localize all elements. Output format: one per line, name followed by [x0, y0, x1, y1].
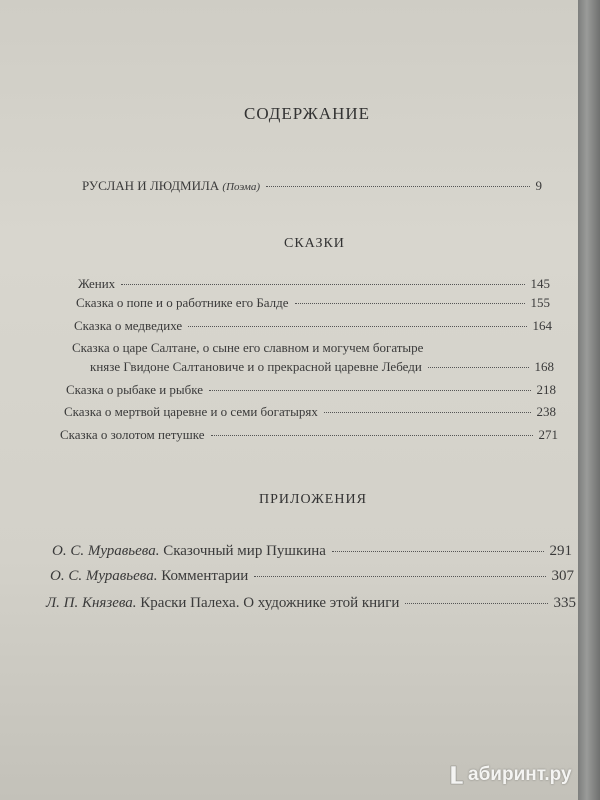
toc-entry-appendix-3 [46, 595, 576, 612]
entry-title [50, 568, 248, 585]
entry-title [46, 595, 399, 612]
entry-page-number: 307 [551, 568, 574, 584]
entry-page-number: 218 [536, 382, 556, 397]
entry-title: Сказка о медведихе [74, 318, 183, 333]
toc-entry-saltan-line2 [90, 359, 554, 375]
entry-title-text: Краски Палеха. О художнике этой книги [140, 595, 400, 611]
entry-title: князе Гвидоне Салтановиче и о прекрасной царевне Лебеди [90, 359, 422, 374]
toc-entry-appendix-2 [50, 568, 574, 585]
watermark-text: абиринт.ру [468, 764, 572, 785]
entry-page-number: 335 [553, 595, 576, 611]
entry-author: О. С. Муравьева. [50, 568, 158, 584]
dot-leader [428, 367, 529, 368]
entry-page-number: 291 [549, 543, 572, 559]
tales-heading: СКАЗКИ [284, 236, 345, 251]
entry-page-number: 271 [538, 427, 558, 442]
entry-title: Сказка о рыбаке и рыбке [66, 382, 204, 397]
entry-title-text: РУСЛАН И ЛЮДМИЛА [82, 178, 220, 193]
entry-page-number: 155 [530, 295, 550, 310]
entry-page-number: 168 [534, 359, 554, 374]
toc-entry-medvedikha [74, 318, 552, 334]
entry-title [52, 543, 326, 560]
toc-entry-petushok [60, 427, 558, 443]
dot-leader [324, 412, 531, 413]
dot-leader [332, 551, 544, 552]
entry-title: Жених [78, 276, 116, 291]
dot-leader [295, 303, 525, 304]
dot-leader [209, 390, 530, 391]
entry-page-number: 238 [536, 404, 556, 419]
labirint-watermark [448, 764, 572, 786]
dot-leader [188, 326, 526, 327]
labirint-logo-icon [448, 764, 466, 786]
entry-page-number: 164 [532, 318, 552, 333]
entry-page-number: 9 [535, 178, 542, 193]
toc-entry-saltan-line1: Сказка о царе Салтане, о сыне его славном и могучем богатыре [72, 340, 424, 355]
dot-leader [266, 186, 530, 187]
toc-entry-zhenikh [78, 276, 550, 292]
entry-title-text: Комментарии [161, 568, 249, 584]
dot-leader [121, 284, 524, 285]
entry-title-text: Сказочный мир Пушкина [163, 543, 326, 559]
dot-leader [211, 435, 533, 436]
entry-title: Сказка о золотом петушке [60, 427, 205, 442]
dot-leader [254, 576, 545, 577]
entry-title: Сказка о мертвой царевне и о семи богатырях [64, 404, 318, 419]
entry-author: О. С. Муравьева. [52, 543, 160, 559]
entry-title [82, 178, 260, 194]
toc-entry-pop [76, 295, 550, 311]
entry-title: Сказка о попе и о работнике его Балде [76, 295, 289, 310]
entry-author: Л. П. Князева. [46, 595, 137, 611]
toc-entry-rybak [66, 382, 556, 398]
book-page-edge [578, 0, 600, 800]
appendix-heading: ПРИЛОЖЕНИЯ [259, 492, 367, 507]
entry-page-number: 145 [530, 276, 550, 291]
dot-leader [405, 603, 547, 604]
toc-entry-ruslan [82, 178, 542, 194]
toc-entry-mertvaya [64, 404, 556, 420]
contents-heading: СОДЕРЖАНИЕ [244, 104, 371, 123]
entry-note: (Поэма) [222, 181, 260, 193]
toc-entry-appendix-1 [52, 543, 572, 560]
